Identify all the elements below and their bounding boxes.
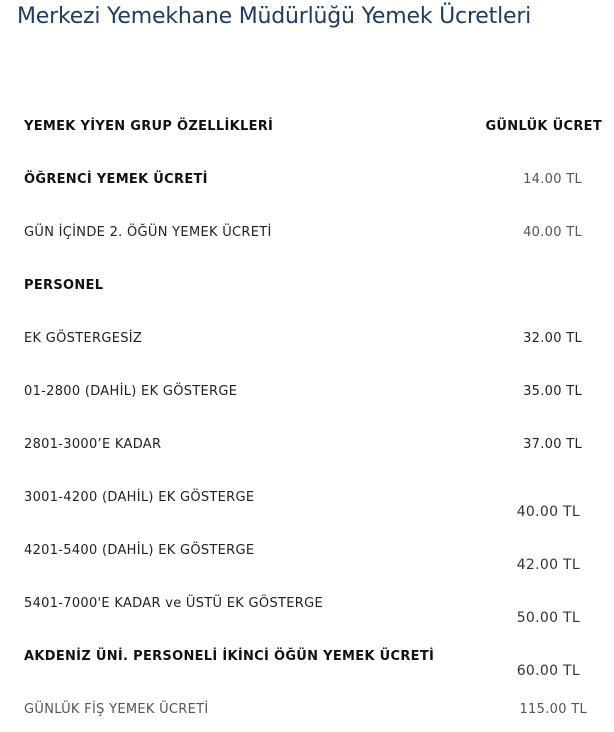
table-row-personel xyxy=(0,278,614,298)
row-price: 60.00 TL xyxy=(516,663,580,679)
row-section-label: PERSONEL xyxy=(24,278,104,293)
row-price: 32.00 TL xyxy=(523,331,582,346)
row-price: 115.00 TL xyxy=(519,702,587,717)
row-label: 5401-7000'E KADAR ve ÜSTÜ EK GÖSTERGE xyxy=(24,596,323,611)
row-label: 2801-3000’E KADAR xyxy=(24,437,162,452)
row-label: EK GÖSTERGESİZ xyxy=(24,331,143,346)
page-title: Merkezi Yemekhane Müdürlüğü Yemek Ücretleri xyxy=(17,4,532,29)
table-row-5401-7000 xyxy=(0,596,614,626)
row-label: 3001-4200 (DAHİL) EK GÖSTERGE xyxy=(24,490,255,505)
row-label: AKDENİZ ÜNİ. PERSONELİ İKİNCİ ÖĞÜN YEMEK ÜCRETİ xyxy=(24,649,435,664)
table-row-gunluk-fis xyxy=(0,702,614,722)
header-group-label: YEMEK YİYEN GRUP ÖZELLİKLERİ xyxy=(24,119,274,134)
table-row-01-2800 xyxy=(0,384,614,404)
row-label: ÖĞRENCİ YEMEK ÜCRETİ xyxy=(24,172,208,187)
row-price: 42.00 TL xyxy=(516,557,580,573)
table-row-4201-5400 xyxy=(0,543,614,573)
row-price: 40.00 TL xyxy=(523,225,582,240)
table-row-ikinci-ogun xyxy=(0,225,614,245)
row-price: 35.00 TL xyxy=(523,384,582,399)
row-price: 40.00 TL xyxy=(516,504,580,520)
row-price: 37.00 TL xyxy=(523,437,582,452)
table-row-ogrenci xyxy=(0,172,614,192)
table-row-ek-gostergesiz xyxy=(0,331,614,351)
row-price: 50.00 TL xyxy=(516,610,580,626)
table-row-3001-4200 xyxy=(0,490,614,520)
table-row-2801-3000 xyxy=(0,437,614,457)
row-label: 4201-5400 (DAHİL) EK GÖSTERGE xyxy=(24,543,255,558)
row-label: 01-2800 (DAHİL) EK GÖSTERGE xyxy=(24,384,238,399)
row-label: GÜN İÇİNDE 2. ÖĞÜN YEMEK ÜCRETİ xyxy=(24,225,272,240)
row-label: GÜNLÜK FİŞ YEMEK ÜCRETİ xyxy=(24,702,209,717)
table-header-row xyxy=(0,119,614,139)
row-price: 14.00 TL xyxy=(523,172,582,187)
header-price-label: GÜNLÜK ÜCRET xyxy=(485,119,602,134)
table-row-akdeniz-ikinci-ogun xyxy=(0,649,614,679)
